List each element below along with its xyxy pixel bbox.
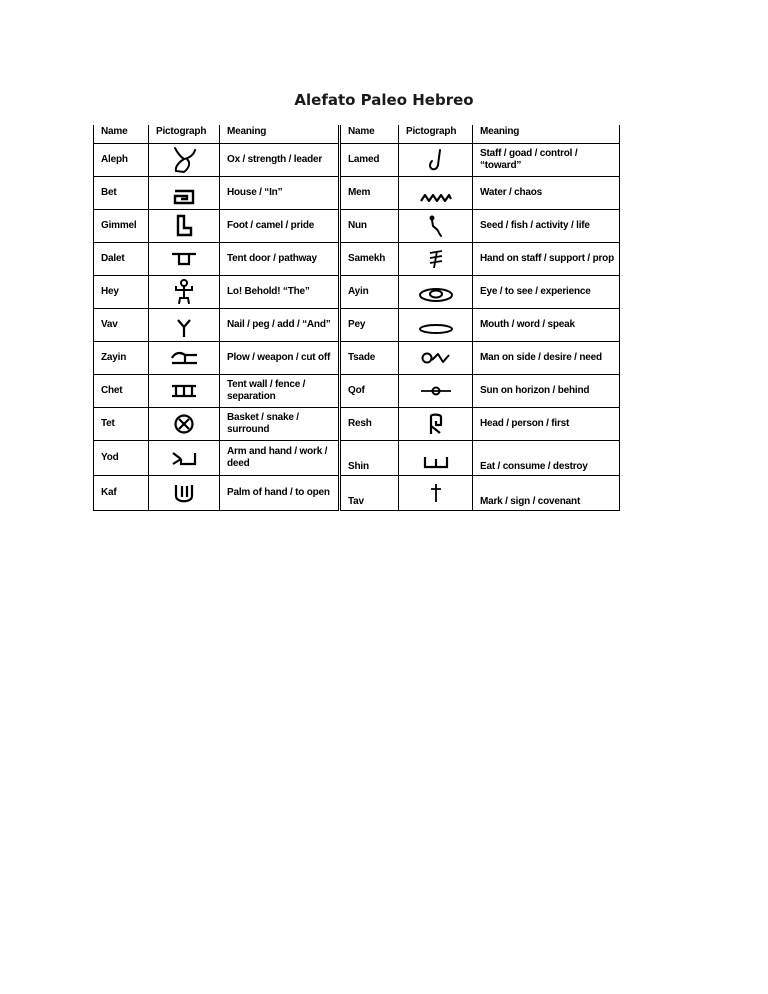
letter-name: Kaf [94, 476, 149, 511]
palm-icon [172, 482, 196, 504]
letter-meaning: Hand on staff / support / prop [473, 243, 620, 276]
tent-wall-icon [170, 383, 198, 399]
table-header-row [94, 125, 620, 144]
pictograph-cell [149, 276, 220, 309]
letter-name: Qof [340, 375, 399, 408]
staff-hook-icon [425, 147, 447, 173]
water-waves-icon [419, 191, 453, 205]
letter-meaning: House / “In” [220, 177, 340, 210]
pictograph-cell [399, 276, 473, 309]
letter-name: Samekh [340, 243, 399, 276]
head-icon [426, 412, 446, 436]
mark-cross-icon [428, 482, 444, 504]
letter-meaning: Ox / strength / leader [220, 144, 340, 177]
pictograph-cell [149, 375, 220, 408]
nail-peg-icon [176, 318, 192, 338]
pictograph-cell [149, 408, 220, 441]
letter-meaning: Man on side / desire / need [473, 342, 620, 375]
table-row [94, 375, 620, 408]
header-meaning: Meaning [220, 125, 340, 144]
header-name: Name [340, 125, 399, 144]
ox-head-icon [170, 145, 198, 175]
tent-door-icon [170, 250, 198, 268]
pictograph-cell [149, 144, 220, 177]
letter-name: Zayin [94, 342, 149, 375]
letter-meaning: Tent door / pathway [220, 243, 340, 276]
letter-name: Resh [340, 408, 399, 441]
letter-meaning: Plow / weapon / cut off [220, 342, 340, 375]
table-row [94, 276, 620, 309]
letter-meaning: Nail / peg / add / “And” [220, 309, 340, 342]
letter-meaning: Foot / camel / pride [220, 210, 340, 243]
pictograph-cell [399, 210, 473, 243]
seed-sprout-icon [426, 214, 446, 238]
man-arms-raised-icon [172, 278, 196, 306]
letter-name: Tet [94, 408, 149, 441]
letter-meaning: Palm of hand / to open [220, 476, 340, 511]
letter-meaning: Water / chaos [473, 177, 620, 210]
table-row [94, 309, 620, 342]
pictograph-cell [399, 342, 473, 375]
letter-name: Dalet [94, 243, 149, 276]
pictograph-cell [399, 375, 473, 408]
pictograph-cell [149, 441, 220, 476]
header-pictograph: Pictograph [149, 125, 220, 144]
house-icon [173, 188, 195, 206]
letter-meaning: Mouth / word / speak [473, 309, 620, 342]
pictograph-cell [149, 476, 220, 511]
pictograph-cell [399, 309, 473, 342]
letter-meaning: Staff / goad / control / “toward” [473, 144, 620, 177]
letter-name: Yod [94, 441, 149, 476]
table-row [94, 243, 620, 276]
letter-meaning: Sun on horizon / behind [473, 375, 620, 408]
letter-name: Nun [340, 210, 399, 243]
table-row [94, 144, 620, 177]
pictograph-cell [149, 309, 220, 342]
page-title: Alefato Paleo Hebreo [294, 91, 474, 109]
pictograph-cell [399, 441, 473, 476]
teeth-icon [422, 453, 450, 471]
letter-name: Mem [340, 177, 399, 210]
letter-name: Hey [94, 276, 149, 309]
table-row [94, 441, 620, 476]
table-row [94, 210, 620, 243]
table-row [94, 476, 620, 511]
header-pictograph: Pictograph [399, 125, 473, 144]
letter-name: Shin [340, 441, 399, 476]
pictograph-cell [149, 177, 220, 210]
letter-meaning: Seed / fish / activity / life [473, 210, 620, 243]
man-on-side-icon [420, 350, 452, 366]
letter-name: Lamed [340, 144, 399, 177]
foot-icon [174, 214, 194, 238]
pictograph-cell [149, 243, 220, 276]
letter-name: Gimmel [94, 210, 149, 243]
pictograph-cell [399, 144, 473, 177]
letter-meaning: Basket / snake / surround [220, 408, 340, 441]
table-row [94, 177, 620, 210]
letter-meaning: Head / person / first [473, 408, 620, 441]
arm-hand-icon [170, 449, 198, 467]
letter-name: Tsade [340, 342, 399, 375]
letter-name: Chet [94, 375, 149, 408]
pictograph-cell [399, 243, 473, 276]
letter-name: Vav [94, 309, 149, 342]
pictograph-cell [399, 476, 473, 511]
letter-meaning: Lo! Behold! “The” [220, 276, 340, 309]
plow-weapon-icon [169, 350, 199, 366]
thorn-support-icon [426, 248, 446, 270]
alphabet-table [93, 125, 620, 511]
header-meaning: Meaning [473, 125, 620, 144]
letter-name: Bet [94, 177, 149, 210]
sun-horizon-icon [419, 384, 453, 398]
pictograph-cell [149, 342, 220, 375]
letter-meaning: Eye / to see / experience [473, 276, 620, 309]
table-row [94, 408, 620, 441]
letter-name: Aleph [94, 144, 149, 177]
letter-meaning: Mark / sign / covenant [473, 476, 620, 511]
mouth-icon [418, 323, 454, 335]
pictograph-cell [399, 177, 473, 210]
eye-icon [418, 287, 454, 303]
letter-meaning: Arm and hand / work / deed [220, 441, 340, 476]
letter-meaning: Eat / consume / destroy [473, 441, 620, 476]
table-row [94, 342, 620, 375]
letter-meaning: Tent wall / fence / separation [220, 375, 340, 408]
header-name: Name [94, 125, 149, 144]
basket-icon [173, 413, 195, 435]
letter-name: Ayin [340, 276, 399, 309]
pictograph-cell [149, 210, 220, 243]
letter-name: Pey [340, 309, 399, 342]
pictograph-cell [399, 408, 473, 441]
letter-name: Tav [340, 476, 399, 511]
